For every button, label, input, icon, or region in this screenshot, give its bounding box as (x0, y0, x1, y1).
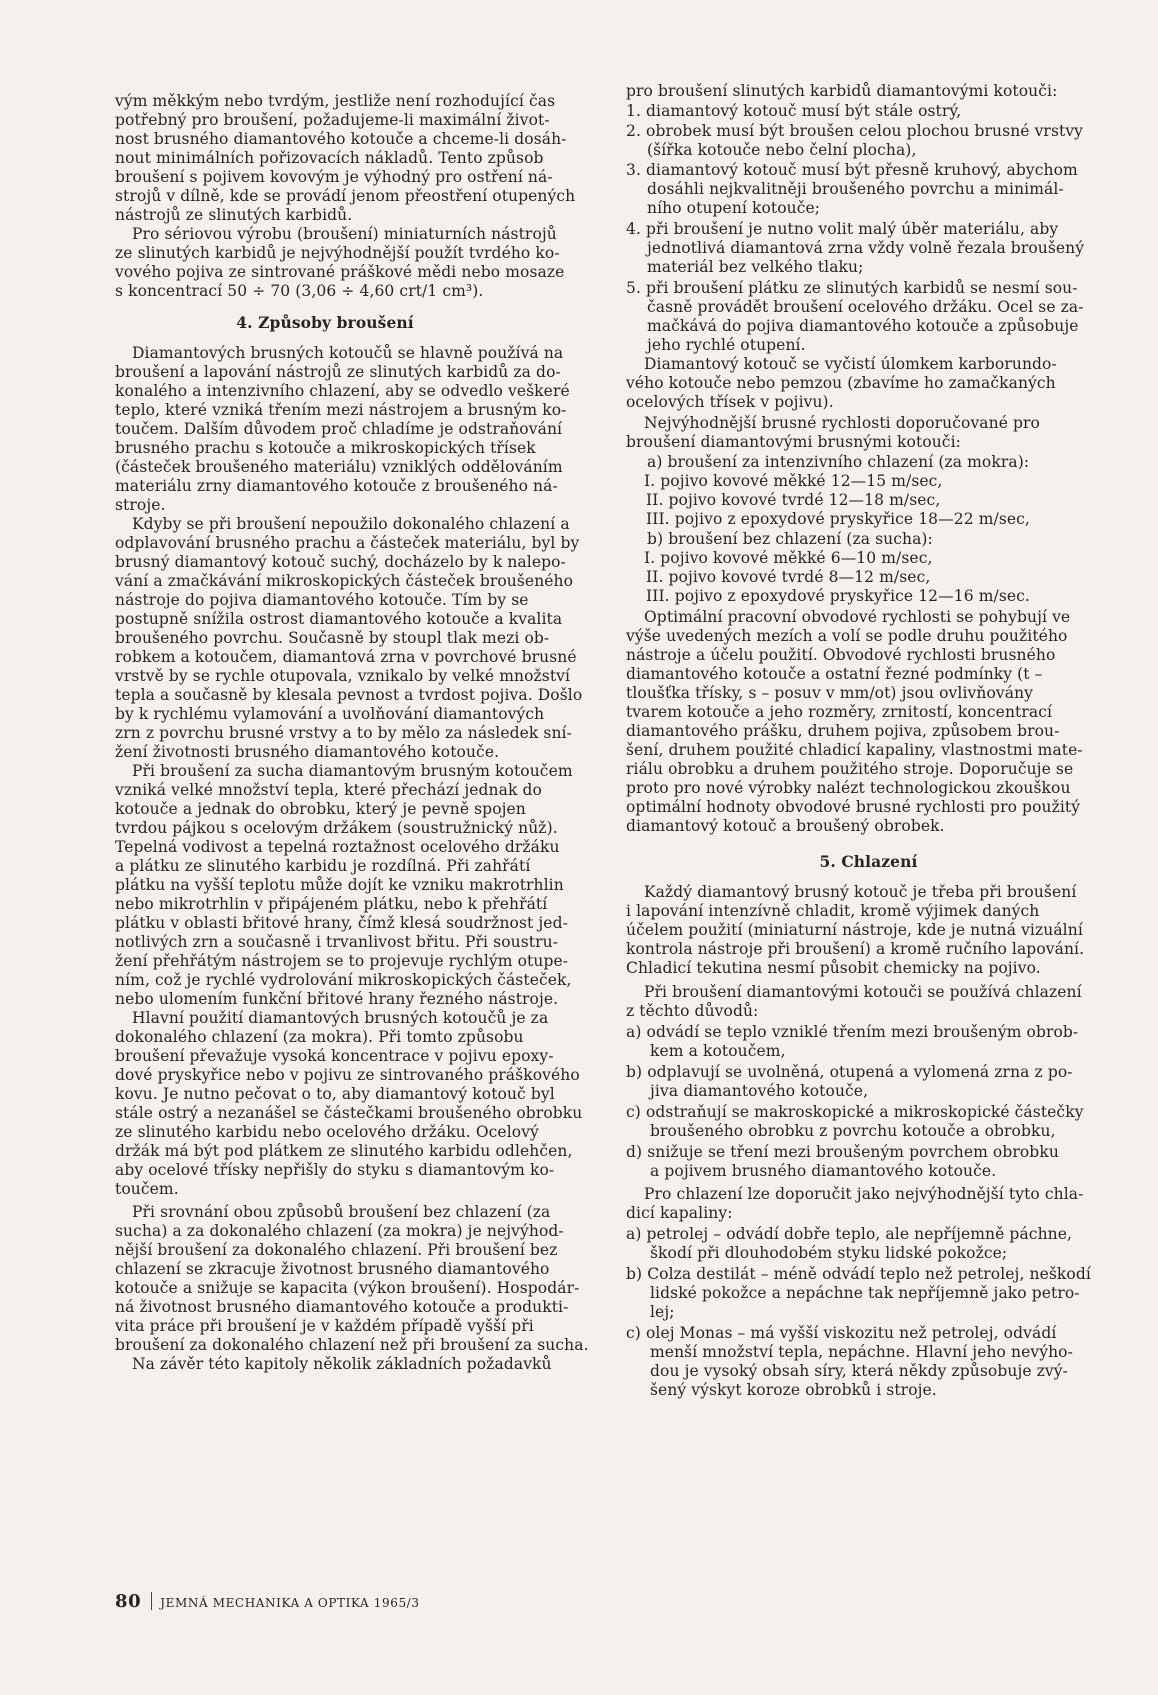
text-line: III. pojivo z epoxydové pryskyřice 12—16 m/sec. (646, 587, 1030, 605)
text-line: kem a kotoučem, (650, 1042, 786, 1060)
text-line: II. pojivo kovové tvrdé 8—12 m/sec, (646, 568, 931, 586)
text-line: Při broušení diamantovými kotouči se používá chlazení (644, 983, 1082, 1001)
text-line: ního otupení kotouče; (647, 199, 821, 217)
text-line: z těchto důvodů: (626, 1002, 759, 1020)
section-heading: 4. Způsoby broušení (236, 313, 414, 332)
text-line: postupně snížila ostrost diamantového kotouče a kvalita (115, 610, 563, 628)
text-line: nější broušení za dokonalého chlazení. Při broušení bez (115, 1241, 558, 1259)
text-line: Optimální pracovní obvodové rychlosti se pohybují ve (644, 608, 1071, 626)
text-line: a) broušení za intenzivního chlazení (za mokra): (647, 453, 1030, 471)
text-line: ze slinutých karbidů je nejvýhodnější použít tvrdého ko- (115, 244, 560, 262)
text-line: jiva diamantového kotouče, (650, 1082, 869, 1100)
text-line: tvrdou pájkou s ocelovým držákem (soustružnický nůž). (115, 819, 558, 837)
text-line: 5. při broušení plátku ze slinutých karbidů se nesmí sou- (626, 279, 1078, 297)
text-line: by k rychlému vylamování a uvolňování diamantových (115, 705, 545, 723)
text-line: 3. diamantový kotouč musí být přesně kruhový, abychom (626, 161, 1078, 179)
text-line: b) odplavují se uvolněná, otupená a vylomená zrna z po- (626, 1063, 1073, 1081)
text-line: Kdyby se při broušení nepoužilo dokonalého chlazení a (132, 515, 570, 533)
text-line: účelem použití (miniaturní nástroje, kde je nutná vizuální (626, 921, 1083, 939)
text-line: toučem. (115, 1180, 179, 1198)
text-line: strojů v dílně, kde se provádí jenom přeostření otupených (115, 187, 576, 205)
text-line: plátku na vyšší teplotu může dojít ke vzniku makrotrhlin (115, 876, 564, 894)
text-line: Diamantových brusných kotoučů se hlavně používá na (132, 344, 564, 362)
text-line: vání a zmačkávání mikroskopických částeček broušeného (115, 572, 574, 590)
text-line: (částeček broušeného materiálu) vzniklých oddělováním (115, 458, 563, 476)
text-line: diamantového kotouče a ostatní řezné podmínky (t – (626, 665, 1043, 683)
text-line: materiál bez velkého tlaku; (647, 258, 864, 276)
text-line: dicí kapaliny: (626, 1204, 733, 1222)
text-line: pro broušení slinutých karbidů diamantovými kotouči: (626, 82, 1058, 100)
text-line: Na závěr této kapitoly několik základních požadavků (132, 1355, 552, 1373)
text-line: d) snižuje se tření mezi broušeným povrchem obrobku (626, 1143, 1059, 1161)
text-line: broušení s pojivem kovovým je výhodný pro ostření ná- (115, 168, 553, 186)
text-line: riálu obrobku a druhem použitého stroje. Doporučuje se (626, 760, 1074, 778)
text-line: odplavování brusného prachu a částeček materiálu, byl by (115, 534, 580, 552)
text-line: nástrojů ze slinutých karbidů. (115, 206, 353, 224)
text-line: Pro chlazení lze doporučit jako nejvýhodnější tyto chla- (644, 1185, 1084, 1203)
text-line: I. pojivo kovové měkké 12—15 m/sec, (644, 472, 943, 490)
text-line: stroje. (115, 496, 166, 514)
text-line: c) odstraňují se makroskopické a mikroskopické částečky (626, 1103, 1084, 1121)
text-line: diamantový kotouč a broušený obrobek. (626, 817, 945, 835)
text-line: dokonalého chlazení (za mokra). Při tomto způsobu (115, 1028, 524, 1046)
text-line: dou je vysoký obsah síry, která někdy způsobuje zvý- (650, 1362, 1068, 1380)
text-line: nástroje do pojiva diamantového kotouče. Tím by se (115, 591, 529, 609)
text-line: šení, druhem použité chladicí kapaliny, vlastnostmi mate- (626, 741, 1083, 759)
text-line: jeho rychlé otupení. (647, 336, 806, 354)
text-line: vého kotouče nebo pemzou (zbavíme ho zamačkaných (626, 374, 1056, 392)
text-line: žení přehřátým nástrojem se to projevuje rychlým otupe- (115, 952, 569, 970)
text-line: vzniká velké množství tepla, které přechází jednak do (115, 781, 542, 799)
text-line: teplo, které vzniká třením mezi nástrojem a brusným ko- (115, 401, 567, 419)
text-line: konalého a intenzivního chlazení, aby se odvedlo veškeré (115, 382, 570, 400)
text-line: a) odvádí se teplo vzniklé třením mezi broušeným obrob- (626, 1023, 1079, 1041)
text-line: Chladicí tekutina nesmí působit chemicky na pojivo. (626, 959, 1041, 977)
text-line: materiálu zrny diamantového kotouče z broušeného ná- (115, 477, 558, 495)
text-line: nost brusného diamantového kotouče a chceme-li dosáh- (115, 130, 567, 148)
text-line: a plátku ze slinutého karbidu je rozdílná. Při zahřátí (115, 857, 531, 875)
text-line: kotouče a snižuje se kapacita (výkon broušení). Hospodár- (115, 1279, 580, 1297)
text-line: nástroje a účelu použití. Obvodové rychlosti brusného (626, 646, 1056, 664)
text-line: 2. obrobek musí být broušen celou plochou brusné vrstvy (626, 122, 1084, 140)
text-line: broušení převažuje vysoká koncentrace v pojivu epoxy- (115, 1047, 554, 1065)
text-line: lidské pokožce a nepáchne tak nepříjemně jako petro- (650, 1284, 1080, 1302)
text-line: vým měkkým nebo tvrdým, jestliže není rozhodující čas (115, 92, 556, 110)
text-line: ná životnost brusného diamantového kotouče a produkti- (115, 1298, 569, 1316)
text-line: broušeného obrobku z povrchu kotouče a obrobku, (650, 1122, 1056, 1140)
text-line: s koncentrací 50 ÷ 70 (3,06 ÷ 4,60 crt/1 cm³). (115, 282, 484, 300)
text-line: nebo mikrotrhlin v připájeném plátku, nebo k přehřátí (115, 895, 548, 913)
text-line: nebo ulomením funkční břitové hrany řezného nástroje. (115, 990, 559, 1008)
text-line: ním, což je rychlé vydrolování mikroskopických částeček, (115, 971, 572, 989)
text-line: broušení diamantovými brusnými kotouči: (626, 433, 961, 451)
text-line: zrn z povrchu brusné vrstvy a to by mělo za následek sní- (115, 724, 572, 742)
text-line: držák má být pod plátkem ze slinutého karbidu odlehčen, (115, 1142, 573, 1160)
text-line: dové pryskyřice nebo v pojivu ze sintrovaného práškového (115, 1066, 580, 1084)
text-line: Při broušení za sucha diamantovým brusným kotoučem (132, 762, 573, 780)
text-line: chlazení se zkracuje životnost brusného diamantového (115, 1260, 550, 1278)
text-line: žení životnosti brusného diamantového kotouče. (115, 743, 500, 761)
text-line: Hlavní použití diamantových brusných kotoučů je za (132, 1009, 549, 1027)
text-line: lej; (650, 1303, 675, 1321)
text-line: tvarem kotouče a jeho rozměry, zrnitostí, koncentrací (626, 703, 1053, 721)
text-line: c) olej Monas – má vyšší viskozitu než petrolej, odvádí (626, 1324, 1057, 1342)
text-line: jednotlivá diamantová zrna vždy volně řezala broušený (647, 239, 1085, 257)
journal-title: JEMNÁ MECHANIKA A OPTIKA 1965/3 (160, 1596, 420, 1610)
text-line: mačkává do pojiva diamantového kotouče a způsobuje (647, 317, 1079, 335)
text-line: Pro sériovou výrobu (broušení) miniaturních nástrojů (132, 225, 557, 243)
text-line: 4. při broušení je nutno volit malý úběr materiálu, aby (626, 220, 1059, 238)
text-line: tloušťka třísky, s – posuv v mm/ot) jsou ovlivňovány (626, 684, 1034, 702)
text-line: notlivých zrn a současně i trvanlivost břitu. Při soustru- (115, 933, 559, 951)
text-line: nout minimálních pořizovacích nákladů. Tento způsob (115, 149, 544, 167)
page-number: 80 (115, 1591, 142, 1612)
text-line: b) broušení bez chlazení (za sucha): (647, 530, 933, 548)
page-footer (115, 1592, 420, 1613)
text-line: stále ostrý a nezanášel se částečkami broušeného obrobku (115, 1104, 583, 1122)
text-line: i lapování intenzívně chladit, kromě výjimek daných (626, 902, 1040, 920)
text-line: proto pro nové výrobky nalézt technologickou zkouškou (626, 779, 1071, 797)
text-line: 1. diamantový kotouč musí být stále ostrý, (626, 102, 962, 120)
text-line: broušení za dokonalého chlazení než při broušení za sucha. (115, 1336, 589, 1354)
text-line: šený výskyt koroze obrobků i stroje. (650, 1381, 937, 1399)
text-line: b) Colza destilát – méně odvádí teplo než petrolej, neškodí (626, 1265, 1091, 1283)
text-line: potřebný pro broušení, požadujeme-li maximální život- (115, 111, 550, 129)
text-line: dosáhli nejkvalitněji broušeného povrchu a minimál- (647, 180, 1064, 198)
text-line: ze slinutého karbidu nebo ocelového držáku. Ocelový (115, 1123, 539, 1141)
text-line: Tepelná vodivost a tepelná roztažnost ocelového držáku (115, 838, 560, 856)
text-line: III. pojivo z epoxydové pryskyřice 18—22 m/sec, (646, 510, 1030, 528)
footer-divider (151, 1592, 152, 1610)
text-line: kovu. Je nutno pečovat o to, aby diamantový kotouč byl (115, 1085, 555, 1103)
text-line: Nejvýhodnější brusné rychlosti doporučované pro (644, 414, 1040, 432)
text-line: Při srovnání obou způsobů broušení bez chlazení (za (132, 1203, 551, 1221)
text-line: (šířka kotouče nebo čelní plocha), (647, 141, 917, 159)
text-line: brusný diamantový kotouč suchý, docházelo by k nalepo- (115, 553, 566, 571)
text-line: Diamantový kotouč se vyčistí úlomkem karborundo- (644, 355, 1057, 373)
text-line: plátku v oblasti břitové hrany, čímž klesá soudržnost jed- (115, 914, 568, 932)
text-line: diamantového prášku, druhem pojiva, způsobem brou- (626, 722, 1060, 740)
text-line: kontrola nástroje při broušení) a kromě ručního lapování. (626, 940, 1085, 958)
text-line: toučem. Dalším důvodem proč chladíme je odstraňování (115, 420, 563, 438)
text-line: výše uvedených mezích a volí se podle druhu použitého (626, 627, 1068, 645)
text-line: aby ocelové třísky nepřišly do styku s diamantovým ko- (115, 1161, 555, 1179)
text-line: sucha) a za dokonalého chlazení (za mokra) je nejvýhod- (115, 1222, 564, 1240)
text-line: vita práce při broušení je v každém případě vyšší při (115, 1317, 534, 1335)
text-line: menší množství tepla, nepáchne. Hlavní jeho nevýho- (650, 1343, 1073, 1361)
text-line: ocelových třísek v pojivu). (626, 393, 834, 411)
text-line: vrstvě by se rychle otupovala, vznikalo by velké množství (115, 667, 571, 685)
text-line: a pojivem brusného diamantového kotouče. (650, 1162, 997, 1180)
section-heading: 5. Chlazení (819, 852, 918, 871)
text-line: I. pojivo kovové měkké 6—10 m/sec, (644, 549, 933, 567)
text-line: optimální hodnoty obvodové brusné rychlosti pro použitý (626, 798, 1081, 816)
text-line: a) petrolej – odvádí dobře teplo, ale nepříjemně páchne, (626, 1225, 1073, 1243)
text-line: tepla a současně by klesala pevnost a tvrdost pojiva. Došlo (115, 686, 583, 704)
text-line: II. pojivo kovové tvrdé 12—18 m/sec, (646, 491, 941, 509)
text-line: broušeného povrchu. Současně by stoupl tlak mezi ob- (115, 629, 550, 647)
text-line: vového pojiva ze sintrované práškové mědi nebo mosaze (115, 263, 565, 281)
text-line: Každý diamantový brusný kotouč je třeba při broušení (644, 883, 1077, 901)
text-line: škodí při dlouhodobém styku lidské pokožce; (650, 1244, 1008, 1262)
text-line: časně provádět broušení ocelového držáku. Ocel se za- (647, 298, 1084, 316)
text-line: broušení a lapování nástrojů ze slinutých karbidů za do- (115, 363, 561, 381)
text-line: robkem a kotoučem, diamantová zrna v povrchové brusné (115, 648, 577, 666)
text-line: kotouče a jednak do obrobku, který je pevně spojen (115, 800, 526, 818)
text-line: brusného prachu s kotouče a mikroskopických třísek (115, 439, 536, 457)
